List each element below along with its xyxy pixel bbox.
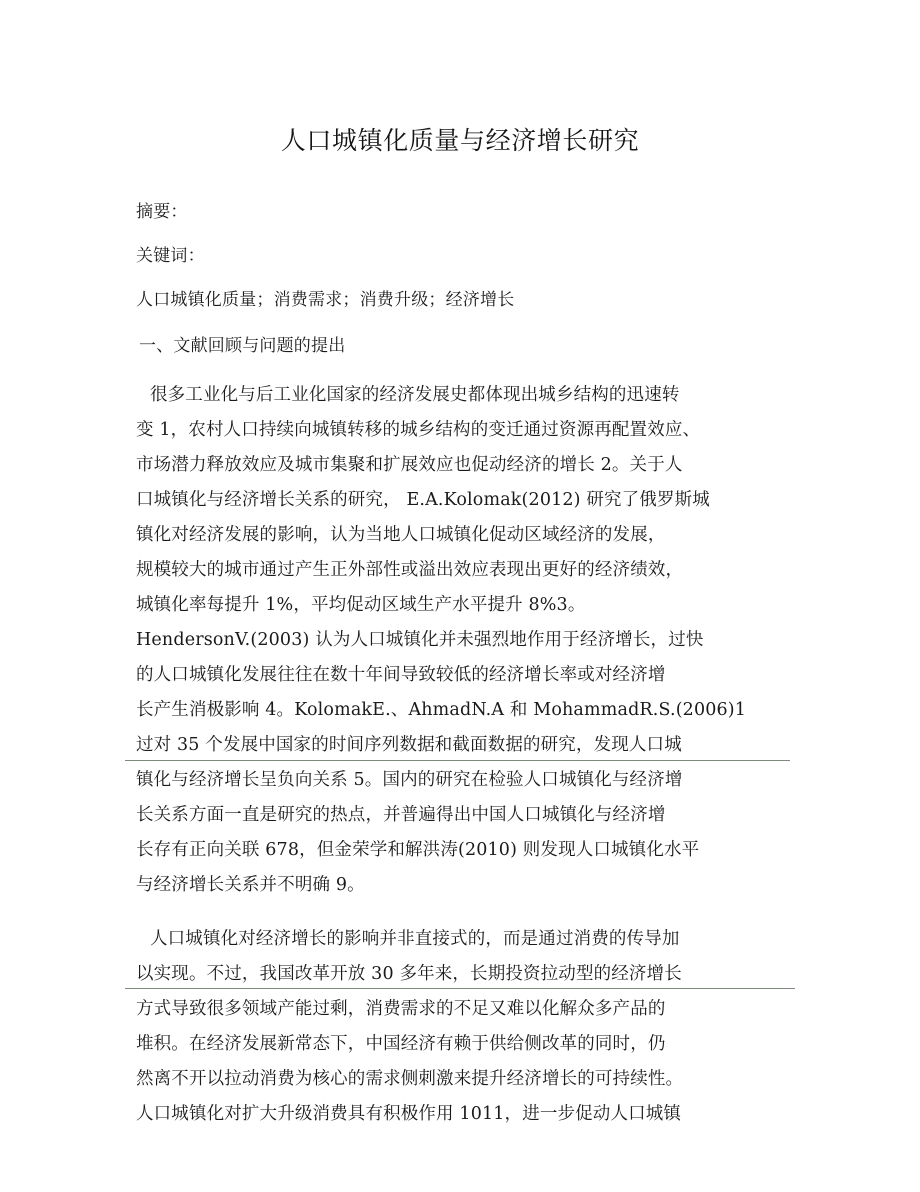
paragraph-line: 镇化对经济发展的影响，认为当地人口城镇化促动区域经济的发展， [136, 525, 666, 545]
abstract-label: 摘要： [136, 202, 188, 222]
keywords-value: 人口城镇化质量；消费需求；消费升级；经济增长 [136, 290, 515, 310]
paragraph-line: 以实现。不过，我国改革开放 30 多年来，长期投资拉动型的经济增长 [136, 964, 682, 984]
paragraph-line: 方式导致很多领域产能过剩，消费需求的不足又难以化解众多产品的 [136, 999, 666, 1019]
paragraph-line: 人口城镇化对扩大升级消费具有积极作用 1011，进一步促动人口城镇 [136, 1104, 682, 1124]
page-divider-line-lower [125, 988, 795, 989]
paragraph-line: 长产生消极影响 4。KolomakE.、AhmadN.A 和 MohammadR.S.(2006)1 [136, 700, 747, 720]
page-divider-line-upper [125, 760, 790, 761]
section-heading-1: 一、文献回顾与问题的提出 [139, 336, 346, 356]
paragraph-line: 长关系方面一直是研究的热点，并普遍得出中国人口城镇化与经济增 [136, 805, 666, 825]
paragraph-line: 人口城镇化对经济增长的影响并非直接式的，而是通过消费的传导加 [150, 929, 680, 949]
paragraph-line: 城镇化率每提升 1%，平均促动区域生产水平提升 8%3。 [136, 595, 586, 615]
paragraph-line: 口城镇化与经济增长关系的研究， E.A.Kolomak(2012) 研究了俄罗斯城 [136, 490, 710, 510]
paragraph-line: 长存有正向关联 678，但金荣学和解洪涛(2010) 则发现人口城镇化水平 [136, 840, 700, 860]
paragraph-line: 镇化与经济增长呈负向关系 5。国内的研究在检验人口城镇化与经济增 [136, 770, 683, 790]
keywords-label: 关键词： [136, 246, 205, 266]
paragraph-line: 变 1，农村人口持续向城镇转移的城乡结构的变迁通过资源再配置效应、 [136, 420, 701, 440]
paragraph-line: 与经济增长关系并不明确 9。 [136, 875, 365, 895]
paragraph-line: 过对 35 个发展中国家的时间序列数据和截面数据的研究，发现人口城 [136, 735, 682, 755]
paragraph-line: 的人口城镇化发展往往在数十年间导致较低的经济增长率或对经济增 [136, 665, 666, 685]
paragraph-line: 然离不开以拉动消费为核心的需求侧刺激来提升经济增长的可持续性。 [136, 1069, 684, 1089]
page-title: 人口城镇化质量与经济增长研究 [280, 126, 640, 155]
paragraph-line: HendersonV.(2003) 认为人口城镇化并未强烈地作用于经济增长，过快 [136, 630, 704, 650]
paragraph-line: 堆积。在经济发展新常态下，中国经济有赖于供给侧改革的同时，仍 [136, 1034, 666, 1054]
paragraph-line: 很多工业化与后工业化国家的经济发展史都体现出城乡结构的迅速转 [150, 385, 680, 405]
paragraph-line: 规模较大的城市通过产生正外部性或溢出效应表现出更好的经济绩效， [136, 560, 684, 580]
paragraph-line: 市场潜力释放效应及城市集聚和扩展效应也促动经济的增长 2。关于人 [136, 455, 683, 475]
